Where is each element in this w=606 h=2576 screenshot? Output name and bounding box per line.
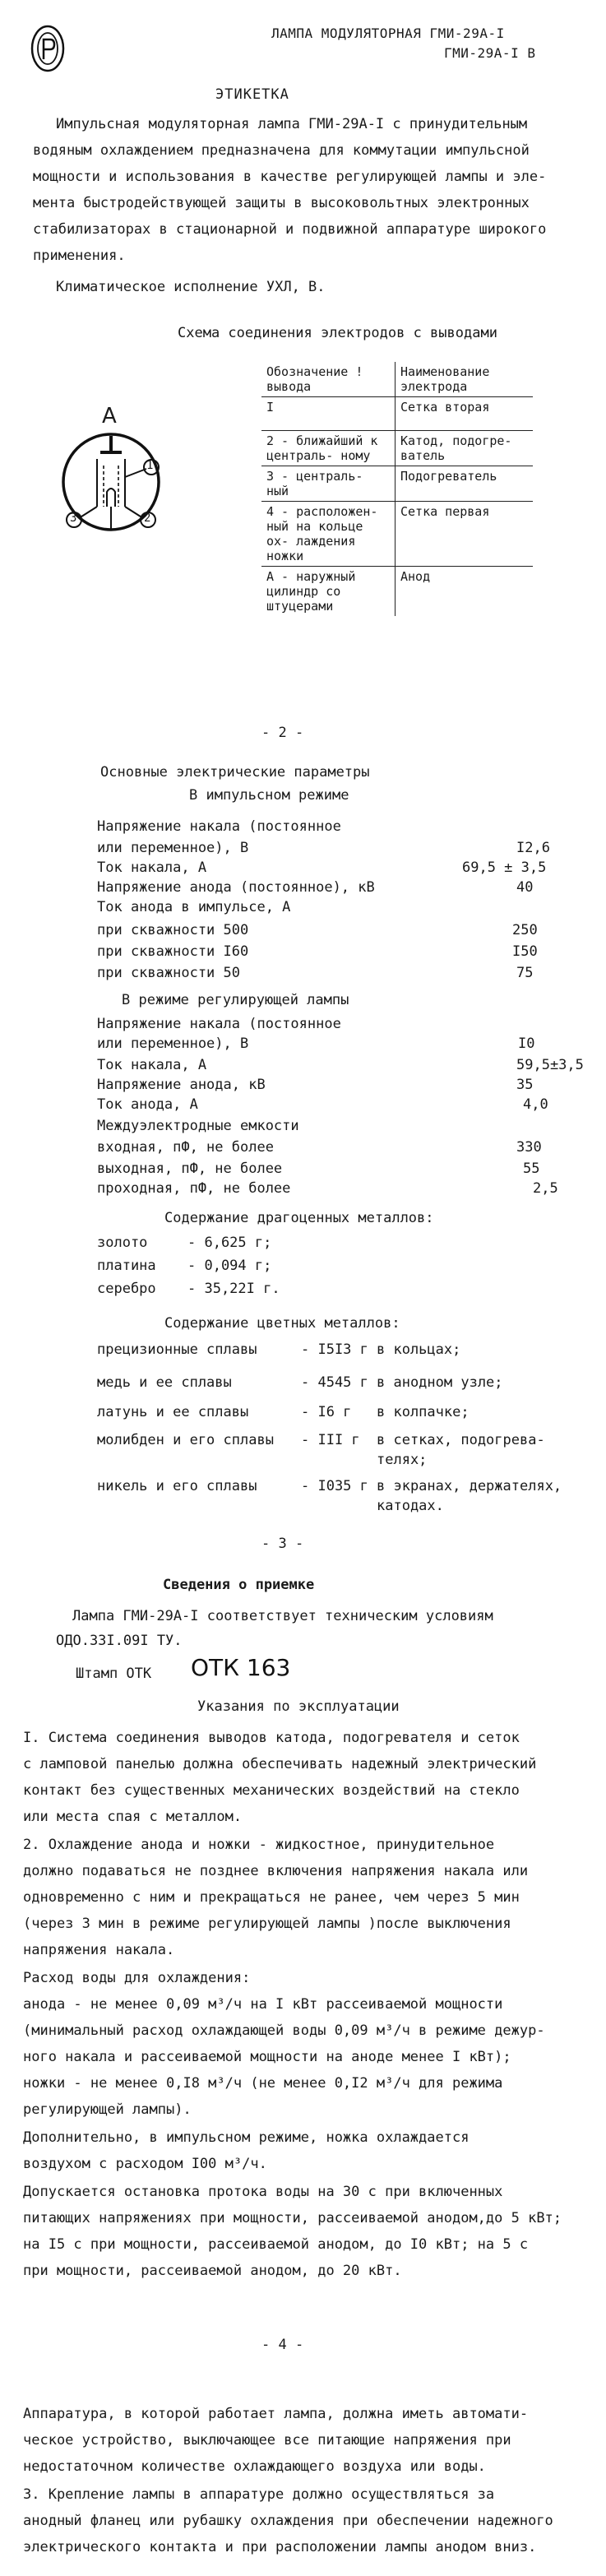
table-row xyxy=(261,502,533,567)
pin-table-header-cell: Наименование электрода xyxy=(396,362,534,397)
list-item xyxy=(97,1234,557,1255)
param-label: при скважности 500 xyxy=(97,922,249,938)
text-line: воздухом с расходом I00 м³/ч. xyxy=(23,2156,267,2172)
param-label: выходная, пФ, не более xyxy=(97,1161,283,1177)
param-row xyxy=(97,964,557,984)
metal-location: в анодном узле; xyxy=(377,1374,503,1391)
intro-line: применения. xyxy=(33,248,126,264)
label-title: ЭТИКЕТКА xyxy=(215,86,289,103)
metal-location: в кольцах; xyxy=(377,1341,461,1358)
text-line: ческое устройство, выключающее все питающие напряжения при xyxy=(23,2432,511,2449)
text-line: на I5 с при мощности, рассеиваемой анодом, до I0 кВт; на 5 с xyxy=(23,2236,529,2253)
param-row xyxy=(97,1160,557,1179)
param-label: Ток накала, А xyxy=(97,859,207,876)
list-item xyxy=(97,1374,557,1395)
electrode-cell: Катод, подогре- ватель xyxy=(396,431,534,466)
param-value: I50 xyxy=(512,943,538,960)
param-value: 250 xyxy=(512,922,538,938)
metal-name: прецизионные сплавы xyxy=(97,1341,257,1358)
list-item xyxy=(97,1477,562,1518)
metal-value: - 35,22I г. xyxy=(187,1281,280,1297)
text-line: недостаточном количестве охлаждающего воздуха или воды. xyxy=(23,2458,486,2475)
intro-line: мента быстродействующей защиты в высоковольтных электронных xyxy=(33,195,530,211)
pulse-mode-title: В импульсном режиме xyxy=(189,787,349,804)
text-line: при мощности, рассеиваемой анодом, до 20 кВт. xyxy=(23,2263,402,2279)
param-row xyxy=(97,1015,557,1035)
list-item xyxy=(97,1257,557,1278)
pin-cell: 3 - централь- ный xyxy=(261,466,396,502)
param-value: 35 xyxy=(516,1077,534,1093)
param-row xyxy=(97,1096,557,1115)
list-item xyxy=(97,1431,557,1472)
param-label: Междуэлектродные емкости xyxy=(97,1118,299,1134)
electrode-cell: Анод xyxy=(400,569,431,584)
param-row xyxy=(97,943,557,962)
electrode-cell: Сетка вторая xyxy=(396,397,534,431)
metal-value: - 0,094 г; xyxy=(187,1258,272,1274)
acceptance-title: Сведения о приемке xyxy=(163,1577,315,1593)
text-line: питающих напряжениях при мощности, рассеиваемой анодом,до 5 кВт; xyxy=(23,2210,562,2226)
intro-line: стабилизаторах в стационарной и подвижной аппаратуре широкого xyxy=(33,221,547,238)
param-row xyxy=(97,1056,584,1076)
metal-name: молибден и его сплавы xyxy=(97,1432,274,1448)
metal-mass: - I6 г xyxy=(301,1404,352,1420)
precious-title: Содержание драгоценных металлов: xyxy=(164,1210,434,1226)
param-row xyxy=(97,921,557,941)
pin-cell: 2 - ближайший к централь- ному xyxy=(261,431,396,466)
param-row xyxy=(97,898,557,918)
param-label: Напряжение анода (постоянное), кВ xyxy=(97,879,375,896)
text-line: Допускается остановка протока воды на 30 с при включенных xyxy=(23,2184,503,2200)
text-line: с ламповой панелью должна обеспечивать надежный электрический xyxy=(23,1756,537,1772)
param-value: 2,5 xyxy=(533,1180,558,1197)
diagram-pin-label: 2 xyxy=(144,512,151,525)
param-label: при скважности 50 xyxy=(97,965,240,981)
param-value: I0 xyxy=(518,1035,535,1052)
param-value: 330 xyxy=(516,1139,542,1156)
text-line: (минимальный расход охлаждающей воды 0,09 м³/ч в режиме дежур- xyxy=(23,2022,545,2039)
text-line: Расход воды для охлаждения: xyxy=(23,1970,251,1986)
param-value: 75 xyxy=(516,965,534,981)
text-line: анода - не менее 0,09 м³/ч на I кВт рассеиваемой мощности xyxy=(23,1996,503,2013)
param-row xyxy=(97,1035,557,1054)
param-label: проходная, пФ, не более xyxy=(97,1180,291,1197)
electrode-cell: Сетка первая xyxy=(396,502,534,567)
text-line: Дополнительно, в импульсном режиме, ножка охлаждается xyxy=(23,2129,470,2146)
page-number: - 3 - xyxy=(261,1536,304,1552)
page-number: - 4 - xyxy=(261,2337,304,2353)
text-line: электрического контакта и при расположении лампы анодом вниз. xyxy=(23,2539,537,2555)
param-value: 40 xyxy=(516,879,534,896)
metal-mass: - 4545 г xyxy=(301,1374,368,1391)
text-line: Аппаратура, в которой работает лампа, должна иметь автомати- xyxy=(23,2406,529,2422)
text-line: 3. Крепление лампы в аппаратуре должно осуществляться за xyxy=(23,2486,495,2503)
acceptance-line: Лампа ГМИ-29А-I соответствует техническим условиям xyxy=(72,1608,493,1624)
climate-text: Климатическое исполнение УХЛ, В. xyxy=(56,279,326,295)
param-label: входная, пФ, не более xyxy=(97,1139,274,1156)
metal-value: - 6,625 г; xyxy=(187,1235,272,1251)
param-value: 55 xyxy=(523,1161,540,1177)
metal-name: платина xyxy=(97,1258,156,1274)
metal-mass: - I035 г xyxy=(301,1478,368,1494)
text-line: ного накала и рассеиваемой мощности на аноде менее I кВт); xyxy=(23,2049,511,2065)
text-line: 2. Охлаждение анода и ножки - жидкостное, принудительное xyxy=(23,1837,495,1853)
param-row xyxy=(97,839,557,859)
intro-line: Импульсная модуляторная лампа ГМИ-29А-I с принудительным xyxy=(56,116,528,132)
list-item xyxy=(97,1341,557,1362)
text-line: анодный фланец или рубашку охлаждения при обеспечении надежного xyxy=(23,2513,553,2529)
metal-name: медь и ее сплавы xyxy=(97,1374,232,1391)
param-value: 59,5±3,5 xyxy=(516,1057,584,1073)
metal-location: в колпачке; xyxy=(377,1404,470,1420)
pin-table xyxy=(261,362,533,616)
pin-table-header xyxy=(261,362,533,397)
stamp-label: Штамп ОТК xyxy=(76,1666,152,1682)
param-label: при скважности I60 xyxy=(97,943,249,960)
text-line: (через 3 мин в режиме регулирующей лампы )после выключения xyxy=(23,1916,511,1932)
param-label: Ток накала, А xyxy=(97,1057,207,1073)
param-label: Ток анода, А xyxy=(97,1096,198,1113)
param-row xyxy=(97,878,557,898)
param-row xyxy=(97,859,557,878)
diagram-anode-label: А xyxy=(102,404,117,429)
otk-stamp: ОТК 163 xyxy=(191,1654,291,1681)
page-number: - 2 - xyxy=(261,725,304,741)
electrical-title: Основные электрические параметры xyxy=(100,764,370,781)
param-label: Напряжение накала (постоянное xyxy=(97,818,341,835)
param-row xyxy=(97,1076,557,1096)
table-row xyxy=(261,431,533,466)
text-line: I. Система соединения выводов катода, подогревателя и сеток xyxy=(23,1730,520,1746)
acceptance-line: ОДО.33I.09I ТУ. xyxy=(56,1633,183,1649)
metal-name: золото xyxy=(97,1235,148,1251)
intro-line: водяным охлаждением предназначена для коммутации импульсной xyxy=(33,142,530,159)
pin-cell: I xyxy=(261,397,396,431)
pin-cell: 4 - расположен- ный на кольце ох- лаждения ножки xyxy=(261,502,396,567)
header-subtitle: ГМИ-29А-I В xyxy=(444,45,536,61)
param-label: Напряжение анода, кВ xyxy=(97,1077,266,1093)
list-item xyxy=(97,1403,557,1425)
param-row xyxy=(97,1179,557,1199)
diagram-pin-label: 3 xyxy=(70,512,77,525)
metal-mass: - I5I3 г xyxy=(301,1341,368,1358)
metal-mass: - III г xyxy=(301,1432,360,1448)
pin-table-header-cell: Обозначение ! вывода xyxy=(261,362,396,397)
metal-location: в сетках, подогрева- телях; xyxy=(377,1432,545,1468)
metal-name: латунь и ее сплавы xyxy=(97,1404,249,1420)
text-line: одновременно с ним и прекращаться не ранее, чем через 5 мин xyxy=(23,1889,520,1906)
text-line: ножки - не менее 0,I8 м³/ч (не менее 0,I2 м³/ч для режима xyxy=(23,2075,503,2092)
param-label: или переменное), В xyxy=(97,1035,249,1052)
text-line: должно подаваться не позднее включения напряжения накала или xyxy=(23,1863,529,1879)
text-line: контакт без существенных механических воздействий на стекло xyxy=(23,1782,520,1799)
table-row xyxy=(261,466,533,502)
param-value: I2,6 xyxy=(516,840,550,856)
param-row xyxy=(97,1138,557,1158)
text-line: или места спая с металлом. xyxy=(23,1809,243,1825)
param-label: Ток анода в импульсе, А xyxy=(97,899,291,915)
metal-location: в экранах, держателях, катодах. xyxy=(377,1478,562,1514)
operation-title: Указания по эксплуатации xyxy=(197,1698,400,1715)
reg-mode-title: В режиме регулирующей лампы xyxy=(122,992,349,1008)
param-value: 4,0 xyxy=(523,1096,548,1113)
text-line: регулирующей лампы). xyxy=(23,2101,192,2118)
header-title: ЛАМПА МОДУЛЯТОРНАЯ ГМИ-29А-I xyxy=(271,25,505,41)
metal-name: никель и его сплавы xyxy=(97,1478,257,1494)
pin-cell: А - наружный цилиндр со штуцерами xyxy=(261,567,396,617)
param-row xyxy=(97,818,557,837)
scheme-title: Схема соединения электродов с выводами xyxy=(178,325,497,341)
table-row xyxy=(261,567,533,617)
metal-name: серебро xyxy=(97,1281,156,1297)
list-item xyxy=(97,1280,557,1301)
electrode-cell: Подогреватель xyxy=(396,466,534,502)
manufacturer-logo-icon xyxy=(30,23,66,74)
param-value: 69,5 ± 3,5 xyxy=(462,859,547,876)
param-label: или переменное), В xyxy=(97,840,249,856)
text-line: напряжения накала. xyxy=(23,1942,175,1958)
param-label: Напряжение накала (постоянное xyxy=(97,1016,341,1032)
table-row xyxy=(261,397,533,431)
param-row xyxy=(97,1117,557,1137)
diagram-pin-label: 1 xyxy=(146,459,154,472)
intro-line: мощности и использования в качестве регулирующей лампы и эле- xyxy=(33,169,547,185)
nonferrous-title: Содержание цветных металлов: xyxy=(164,1315,400,1332)
